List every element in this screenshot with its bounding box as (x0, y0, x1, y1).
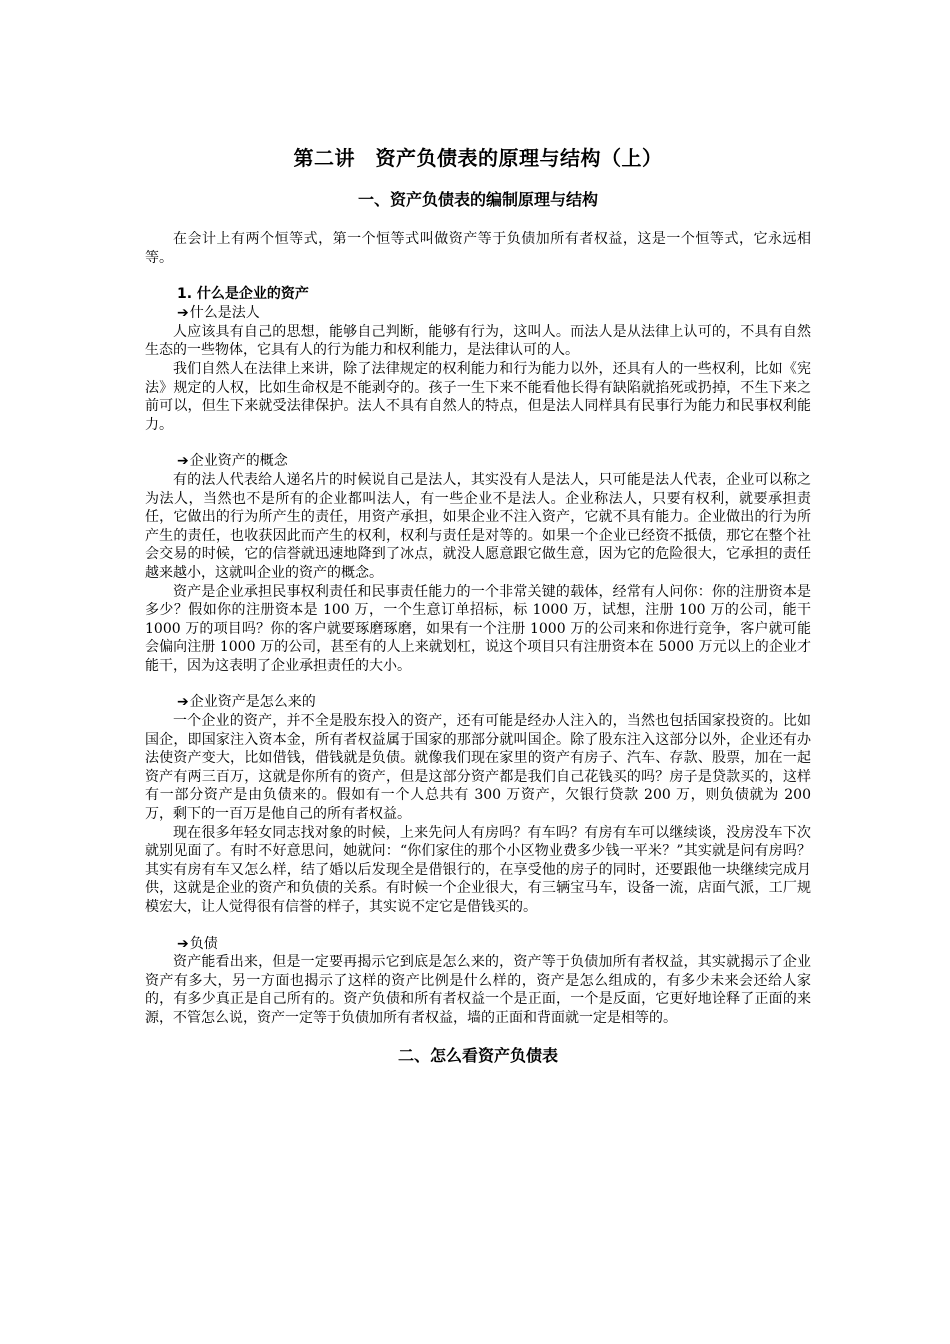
subsection-heading-1: 1. 什么是企业的资产 (177, 286, 309, 303)
liabilities-label: 负债 (189, 935, 218, 952)
right-arrow-icon: ➔ (177, 305, 189, 322)
asset-concept-label: 企业资产的概念 (189, 453, 288, 470)
intro-paragraph: 在会计上有两个恒等式，第一个恒等式叫做资产等于负债加所有者权益，这是一个恒等式，它永远相等。 (145, 231, 811, 266)
asset-concept-subheading (177, 452, 811, 471)
right-arrow-icon: ➔ (177, 935, 189, 952)
legal-person-paragraph-2: 我们自然人在法律上来讲，除了法律规定的权利能力和行为能力以外，还具有人的一些权利，比如《宪法》规定的人权，比如生命权是不能剥夺的。孩子一生下来不能看他长得有缺陷就掐死或扔掉，不生下来之前可以，但生下来就受法律保护。法人不具有自然人的特点，但是法人同样具有民事行为能力和民事权利能力。 (145, 360, 811, 433)
section-heading-2: 二、怎么看资产负债表 (397, 1045, 558, 1065)
legal-person-label: 什么是法人 (189, 305, 260, 322)
liabilities-subheading (177, 935, 811, 954)
document-page (145, 140, 811, 1086)
asset-origin-paragraph-1: 一个企业的资产，并不全是股东投入的资产，还有可能是经办人注入的，当然也包括国家投资的。比如国企，即国家注入资本金，所有者权益属于国家的那部分就叫国企。除了股东注入这部分以外，企业还有办法使资产变大，比如借钱，借钱就是负债。就像我们现在家里的资产有房子、汽车、存款、股票，加在一起资产有两三百万，这就是你所有的资产，但是这部分资产都是我们自己花钱买的吗？房子是贷款买的，这样有一部分资产是由负债来的。假如有一个人总共有 300 万资产，欠银行贷款 200 万，则负债就为 200 万，剩下的一百万是他自己的所有者权益。 (145, 713, 811, 823)
liabilities-paragraph-1: 资产能看出来，但是一定要再揭示它到底是怎么来的，资产等于负债加所有者权益，其实就揭示了企业资产有多大，另一方面也揭示了这样的资产比例是什么样的，资产是怎么组成的，有多少未来会还给人家的，有多少真正是自己所有的。资产负债和所有者权益一个是正面，一个是反面，它更好地诠释了正面的来源，不管怎么说，资产一定等于负债加所有者权益，墙的正面和背面就一定是相等的。 (145, 954, 811, 1026)
section-heading-1: 一、资产负债表的编制原理与结构 (357, 190, 598, 209)
asset-concept-paragraph-1: 有的法人代表给人递名片的时候说自己是法人，其实没有人是法人，只可能是法人代表，企业可以称之为法人，当然也不是所有的企业都叫法人，有一些企业不是法人。企业称法人，只要有权利，就要承担责任，它做出的行为所产生的责任，用资产承担，如果企业不注入资产，它就不具有能力。企业做出的行为所产生的责任，也收获因此而产生的权利，权利与责任是对等的。如果一个企业已经资不抵债，那它在整个社会交易的时候，它的信誉就迅速地降到了冰点，就没人愿意跟它做生意，因为它的危险很大，它承担的责任越来越小，这就叫企业的资产的概念。 (145, 471, 811, 581)
asset-origin-paragraph-2: 现在很多年轻女同志找对象的时候，上来先问人有房吗？有车吗？有房有车可以继续谈，没房没车下次就别见面了。有时不好意思问，她就问：“你们家住的那个小区物业费多少钱一平米？”其实就是问有房吗？其实有房有车又怎么样，结了婚以后发现全是借银行的，在享受他的房子的同时，还要跟他一块继续完成月供，这就是企业的资产和负债的关系。有时候一个企业很大，有三辆宝马车，设备一流，店面气派，工厂规模宏大，让人觉得很有信誉的样子，其实说不定它是借钱买的。 (145, 824, 811, 915)
asset-concept-paragraph-2: 资产是企业承担民事权利责任和民事责任能力的一个非常关键的载体，经常有人问你：你的注册资本是多少？假如你的注册资本是 100 万，一个生意订单招标，标 1000 万，试想，注册 100 万的公司，能干 1000 万的项目吗？你的客户就要琢磨琢磨，如果有一个注册 1000 万的公司来和你进行竞争，客户就可能会偏向注册 1000 万的公司，甚至有的人上来就划杠，说这个项目只有注册资本在 5000 万元以上的企业才能干，因为这表明了企业承担责任的大小。 (145, 583, 811, 674)
asset-origin-label: 企业资产是怎么来的 (189, 694, 316, 711)
right-arrow-icon: ➔ (177, 453, 189, 470)
asset-origin-subheading (177, 693, 811, 712)
legal-person-paragraph-1: 人应该具有自己的思想，能够自己判断，能够有行为，这叫人。而法人是从法律上认可的，不具有自然生态的一些物体，它具有人的行为能力和权利能力，是法律认可的人。 (145, 323, 811, 359)
document-title: 第二讲 资产负债表的原理与结构（上） (293, 146, 663, 170)
legal-person-subheading (177, 304, 811, 323)
right-arrow-icon: ➔ (177, 694, 189, 711)
